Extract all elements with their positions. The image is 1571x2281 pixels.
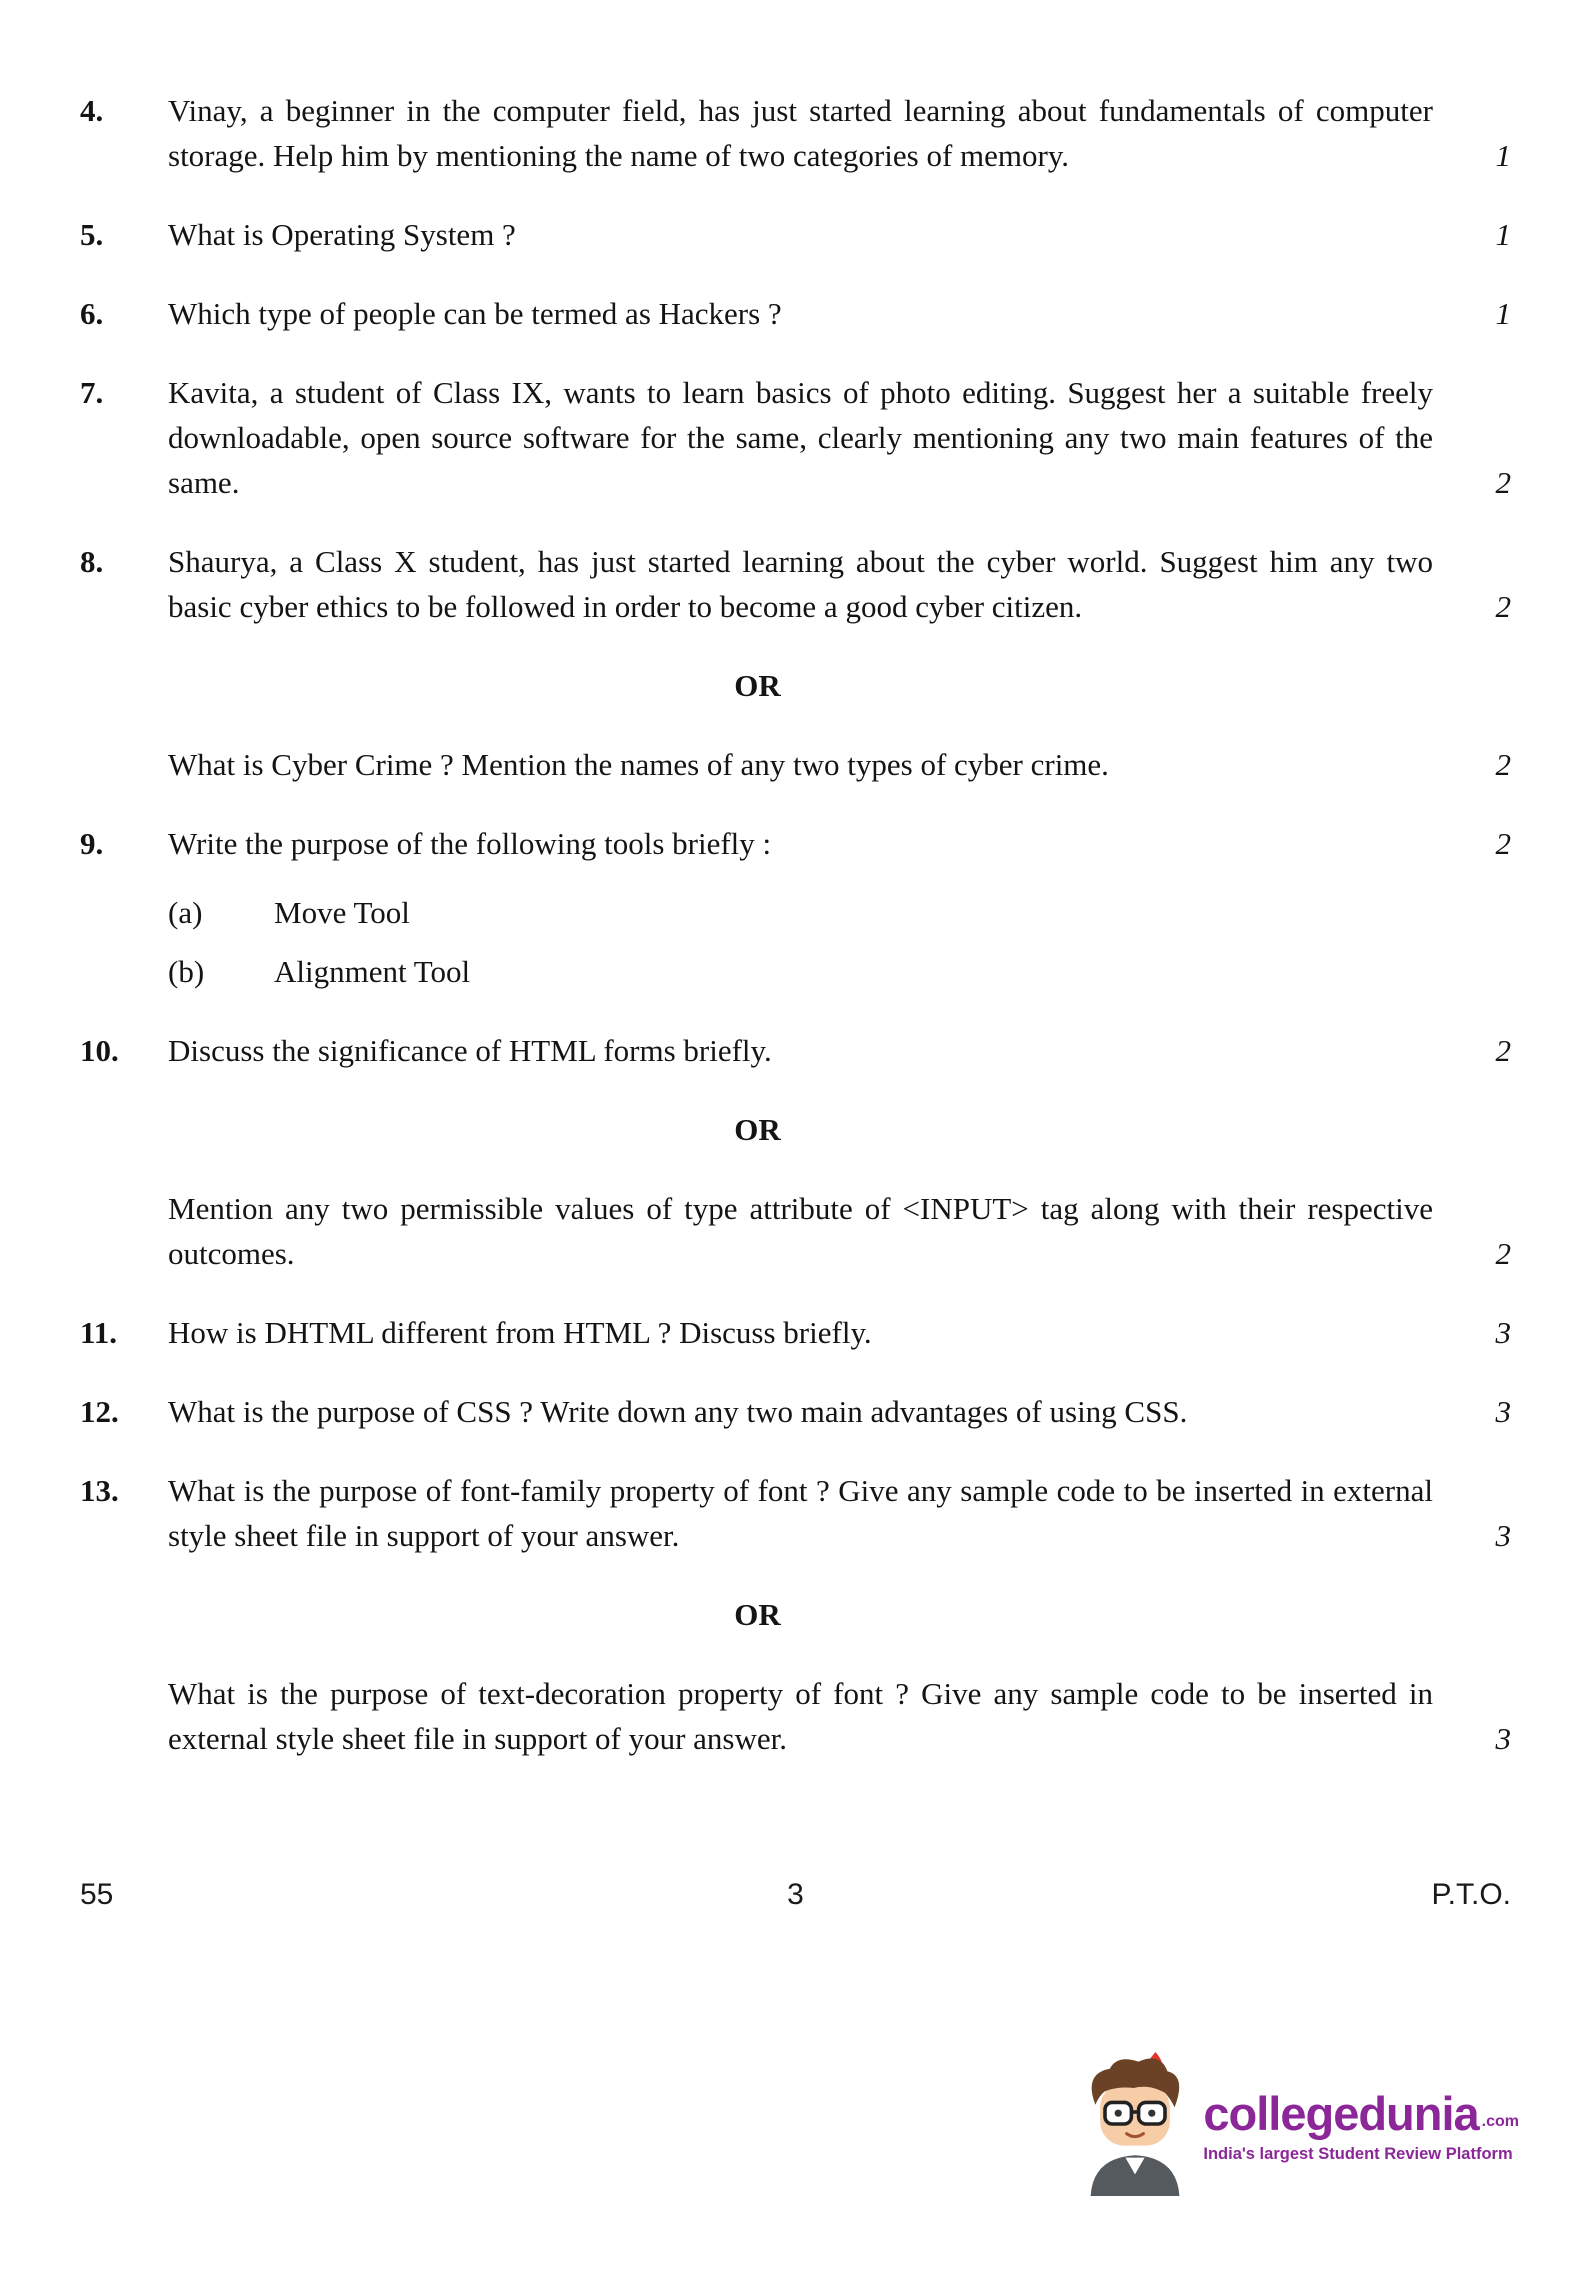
question-text: Write the purpose of the following tools briefly :: [168, 826, 772, 861]
or-label: OR: [734, 1112, 781, 1147]
question-marks: 2: [1495, 826, 1511, 861]
question-marks: 3: [1495, 1518, 1511, 1553]
question-number: 13.: [80, 1473, 119, 1508]
question-marks: 2: [1495, 589, 1511, 624]
footer-page-number: 3: [787, 1878, 804, 1911]
question-11: [80, 1310, 1511, 1355]
question-marks: 3: [1495, 1315, 1511, 1350]
question-text: Kavita, a student of Class IX, wants to learn basics of photo editing. Suggest her a suitable freely downloadable, open source software for the same, clearly mentioning any two main features of the same.: [168, 375, 1433, 500]
or-separator-3: [80, 1592, 1511, 1637]
subitem-letter: (a): [168, 895, 203, 930]
question-number: 10.: [80, 1033, 119, 1068]
question-4: [80, 88, 1511, 178]
question-marks: 2: [1495, 1236, 1511, 1271]
question-number: 4.: [80, 93, 104, 128]
questions-area: [80, 88, 1511, 1795]
collegedunia-tagline: India's largest Student Review Platform: [1203, 2144, 1513, 2163]
question-marks: 2: [1495, 1033, 1511, 1068]
question-9: [80, 821, 1511, 866]
question-text: Which type of people can be termed as Hackers ?: [168, 296, 782, 331]
question-7: [80, 370, 1511, 505]
question-8-alternative: [80, 742, 1511, 787]
question-number: 8.: [80, 544, 104, 579]
collegedunia-brand-domain: .com: [1481, 2112, 1519, 2130]
question-text: What is Cyber Crime ? Mention the names of any two types of cyber crime.: [168, 747, 1109, 782]
question-number: 9.: [80, 826, 104, 861]
question-text: What is the purpose of font-family property of font ? Give any sample code to be inserted in external style sheet file in support of your answer.: [168, 1473, 1433, 1553]
question-marks: 2: [1495, 465, 1511, 500]
question-marks: 1: [1495, 138, 1511, 173]
question-marks: 1: [1495, 217, 1511, 252]
collegedunia-brand-name: collegedunia: [1203, 2086, 1479, 2140]
question-text: What is the purpose of text-decoration property of font ? Give any sample code to be inserted in external style sheet file in support of your answer.: [168, 1676, 1433, 1756]
question-text: Discuss the significance of HTML forms briefly.: [168, 1033, 772, 1068]
or-label: OR: [734, 668, 781, 703]
question-12: [80, 1389, 1511, 1434]
question-9-subitem-b: [80, 949, 1511, 994]
footer-paper-code: 55: [80, 1878, 114, 1911]
collegedunia-logo-text: [1203, 2086, 1519, 2164]
question-text: How is DHTML different from HTML ? Discuss briefly.: [168, 1315, 872, 1350]
footer-pto: P.T.O.: [1431, 1878, 1511, 1911]
question-6: [80, 291, 1511, 336]
subitem-text: Move Tool: [274, 895, 410, 930]
question-number: 5.: [80, 217, 104, 252]
question-marks: 1: [1495, 296, 1511, 331]
question-marks: 3: [1495, 1721, 1511, 1756]
question-text: Mention any two permissible values of type attribute of <INPUT> tag along with their respective outcomes.: [168, 1191, 1433, 1271]
page-footer: [80, 1878, 1511, 1912]
collegedunia-brand-row: [1203, 2086, 1519, 2140]
question-8: [80, 539, 1511, 629]
question-number: 6.: [80, 296, 104, 331]
subitem-letter: (b): [168, 954, 205, 989]
collegedunia-mascot-icon: [1081, 2052, 1189, 2201]
collegedunia-logo: [1081, 2052, 1519, 2201]
question-text: What is the purpose of CSS ? Write down any two main advantages of using CSS.: [168, 1394, 1188, 1429]
or-label: OR: [734, 1597, 781, 1632]
question-10: [80, 1028, 1511, 1073]
question-10-alternative: [80, 1186, 1511, 1276]
or-separator-2: [80, 1107, 1511, 1152]
question-number: 11.: [80, 1315, 118, 1350]
question-9-subitem-a: [80, 890, 1511, 935]
question-marks: 2: [1495, 747, 1511, 782]
question-text: Shaurya, a Class X student, has just started learning about the cyber world. Suggest him any two basic cyber ethics to be followed in order to become a good cyber citizen.: [168, 544, 1433, 624]
subitem-text: Alignment Tool: [274, 954, 471, 989]
question-5: [80, 212, 1511, 257]
question-13: [80, 1468, 1511, 1558]
question-text: Vinay, a beginner in the computer field, has just started learning about fundamentals of computer storage. Help him by mentioning the name of two categories of memory.: [168, 93, 1433, 173]
question-number: 7.: [80, 375, 104, 410]
question-number: 12.: [80, 1394, 119, 1429]
question-13-alternative: [80, 1671, 1511, 1761]
or-separator-1: [80, 663, 1511, 708]
question-marks: 3: [1495, 1394, 1511, 1429]
question-text: What is Operating System ?: [168, 217, 516, 252]
